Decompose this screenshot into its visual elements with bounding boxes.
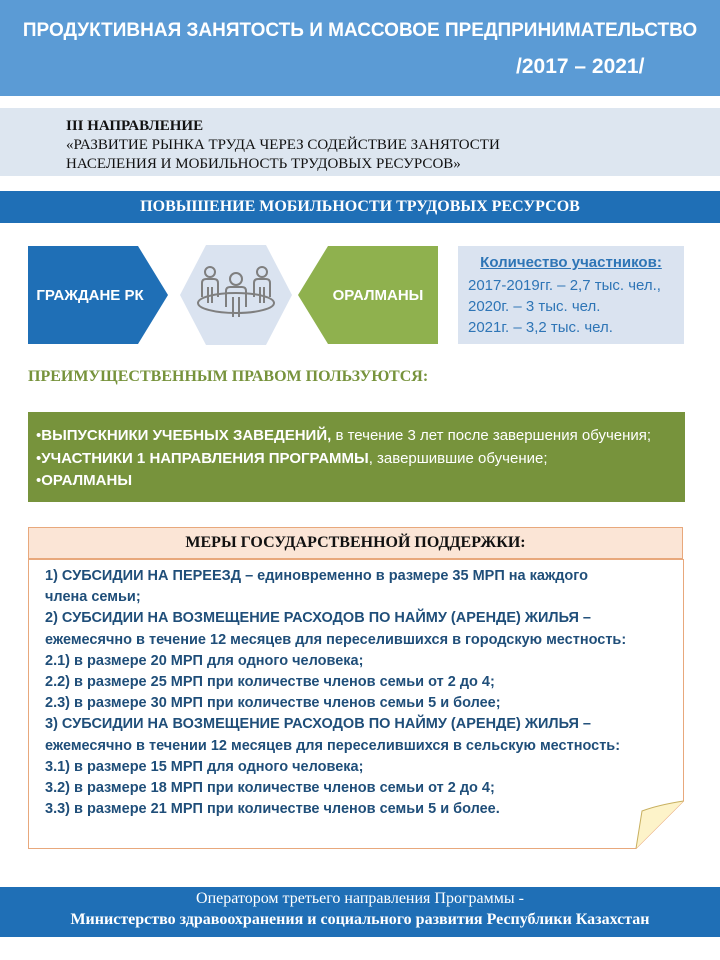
header-banner [0,0,720,96]
participants-box [458,246,684,344]
support-line: 1) СУБСИДИИ НА ПЕРЕЕЗД – единовременно в размере 35 МРП на каждого [45,568,588,584]
support-line: 2.1) в размере 20 МРП для одного человека; [45,652,364,669]
footer [0,887,720,937]
support-line: 2) СУБСИДИИ НА ВОЗМЕЩЕНИЕ РАСХОДОВ ПО НАЙМУ (АРЕНДЕ) ЖИЛЬЯ – [45,610,591,627]
footer-ministry-name: Министерство здравоохранения и социального развития Республики Казахстан [70,911,650,928]
citizens-block [28,246,168,344]
support-line: 3.3) в размере 21 МРП при количестве членов семьи 5 и более. [45,801,500,818]
participants-title: Количество участников: [480,254,662,271]
participants-line: 2017-2019гг. – 2,7 тыс. чел., [468,277,661,294]
direction-text [66,117,686,174]
participants-line: 2021г. – 3,2 тыс. чел. [468,319,613,336]
privilege-item: •УЧАСТНИКИ 1 НАПРАВЛЕНИЯ ПРОГРАММЫ, завершившие обучение; [36,450,548,467]
people-group-icon [180,245,292,345]
support-line: 3.2) в размере 18 МРП при количестве членов семьи от 2 до 4; [45,780,495,797]
page-title: ПРОДУКТИВНАЯ ЗАНЯТОСТЬ И МАССОВОЕ ПРЕДПРИНИМАТЕЛЬСТВО [22,20,698,41]
support-line: 3) СУБСИДИИ НА ВОЗМЕЩЕНИЕ РАСХОДОВ ПО НАЙМУ (АРЕНДЕ) ЖИЛЬЯ – [45,716,591,733]
support-line: 3.1) в размере 15 МРП для одного человека; [45,758,364,775]
years-label: /2017 – 2021/ [516,55,645,78]
support-line: 2.2) в размере 25 МРП при количестве членов семьи от 2 до 4; [45,674,495,691]
support-line: ежемесячно в течении 12 месяцев для переселившихся в сельскую местность: [45,737,621,754]
participants-line: 2020г. – 3 тыс. чел. [468,298,601,315]
support-line: члена семьи; [45,589,141,606]
privilege-title: ПРЕИМУЩЕСТВЕННЫМ ПРАВОМ ПОЛЬЗУЮТСЯ: [28,368,429,385]
privilege-box [28,412,685,502]
privilege-item: •ОРАЛМАНЫ [36,472,133,489]
direction-line-2: НАСЕЛЕНИЯ И МОБИЛЬНОСТЬ ТРУДОВЫХ РЕСУРСОВ» [66,156,461,172]
oralmans-block [298,246,438,344]
privilege-item-bold: ВЫПУСКНИКИ УЧЕБНЫХ ЗАВЕДЕНИЙ, [41,427,332,444]
direction-line-1: «РАЗВИТИЕ РЫНКА ТРУДА ЧЕРЕЗ СОДЕЙСТВИЕ ЗАНЯТОСТИ [66,137,500,153]
privilege-item-bold: ОРАЛМАНЫ [41,472,133,489]
direction-title: III НАПРАВЛЕНИЕ [66,118,204,134]
oralmans-label: ОРАЛМАНЫ [332,286,424,304]
footer-operator-label: Оператором третьего направления Программы - [196,890,524,907]
support-title: МЕРЫ ГОСУДАРСТВЕННОЙ ПОДДЕРЖКИ: [28,527,683,559]
support-line: 2.3) в размере 30 МРП при количестве членов семьи 5 и более; [45,695,501,712]
privilege-item: •ВЫПУСКНИКИ УЧЕБНЫХ ЗАВЕДЕНИЙ, в течение 3 лет после завершения обучения; [36,427,652,444]
citizens-label: ГРАЖДАНЕ РК [36,286,144,304]
privilege-item-rest: , завершившие обучение; [368,450,548,467]
mobility-banner: ПОВЫШЕНИЕ МОБИЛЬНОСТИ ТРУДОВЫХ РЕСУРСОВ [0,191,720,223]
support-list [45,566,675,820]
support-line: ежемесячно в течение 12 месяцев для переселившихся в городскую местность: [45,631,627,648]
privilege-item-bold: УЧАСТНИКИ 1 НАПРАВЛЕНИЯ ПРОГРАММЫ [41,450,369,467]
privilege-item-rest: в течение 3 лет после завершения обучения; [331,427,652,444]
